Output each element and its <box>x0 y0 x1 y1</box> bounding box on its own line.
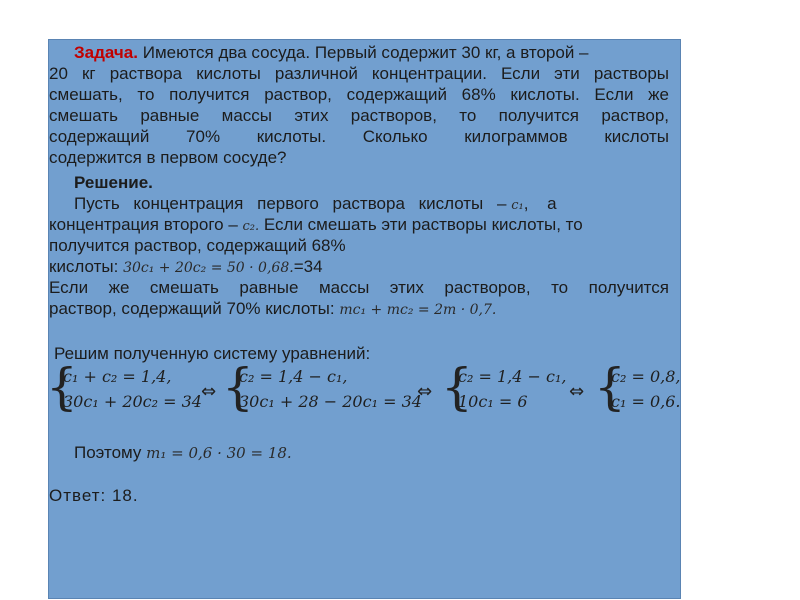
solution-line-1-tail: , а <box>523 194 557 213</box>
solution-line-1 <box>74 193 557 216</box>
solution-line-2-text: концентрация второго – <box>49 215 238 234</box>
solution-line-6 <box>49 298 496 321</box>
therefore-line <box>74 442 292 464</box>
solution-line-4-tail: =34 <box>293 257 323 276</box>
system-d-1: c₂ = 0,8, <box>611 367 681 386</box>
task-line-2: 20 кг раствора кислоты различной концентрации. Если эти растворы <box>49 64 669 83</box>
equiv-arrow-2: ⇔ <box>417 381 433 402</box>
system-c-2: 10c₁ = 6 <box>458 392 528 411</box>
solution-line-4 <box>49 256 323 279</box>
task-line-1 <box>74 42 589 63</box>
system-a-2: 30c₁ + 20c₂ = 34 <box>63 392 202 411</box>
task-line-4: смешать равные массы этих растворов, то получится раствор, <box>49 106 669 125</box>
solution-line-5: Если же смешать равные массы этих растворов, то получится <box>49 278 669 297</box>
system-d-2: c₁ = 0,6. <box>611 392 681 411</box>
system-c-1: c₂ = 1,4 − c₁, <box>458 367 567 386</box>
equation-mix-1: 30c₁ + 20c₂ = 50 · 0,68. <box>123 260 294 276</box>
solution-line-2-tail: Если смешать эти растворы кислоты, то <box>263 215 583 234</box>
solution-line-3: получится раствор, содержащий 68% <box>49 236 346 255</box>
brace-1: { <box>46 358 78 416</box>
brace-4: { <box>594 358 626 416</box>
solution-line-1-text: Пусть концентрация первого раствора кислоты – <box>74 194 507 213</box>
solution-line-4-text: кислоты: <box>49 257 119 276</box>
therefore-text: Поэтому <box>74 443 142 462</box>
solution-line-6-text: раствор, содержащий 70% кислоты: <box>49 299 335 318</box>
solution-heading: Решение. <box>74 173 153 192</box>
task-label: Задача. <box>74 43 138 62</box>
task-line-5: содержащий 70% кислоты. Сколько килограммов кислоты <box>49 127 669 146</box>
therefore-equation: m₁ = 0,6 · 30 = 18. <box>146 444 292 462</box>
system-b-2: 30c₁ + 28 − 20c₁ = 34 <box>239 392 422 411</box>
answer: Ответ: 18. <box>49 486 139 505</box>
task-line-1-text: Имеются два сосуда. Первый содержит 30 кг, а второй – <box>142 43 589 62</box>
brace-3: { <box>441 358 473 416</box>
system-b-1: c₂ = 1,4 − c₁, <box>239 367 348 386</box>
equation-mix-2: mc₁ + mc₂ = 2m · 0,7. <box>339 302 497 318</box>
task-line-3: смешать, то получится раствор, содержащий 68% кислоты. Если же <box>49 85 669 104</box>
slide-panel <box>48 39 681 599</box>
equiv-arrow-3: ⇔ <box>569 381 585 402</box>
system-heading: Решим полученную систему уравнений: <box>54 344 371 363</box>
var-c2: c₂. <box>242 219 260 234</box>
task-line-6: содержится в первом сосуде? <box>49 148 287 167</box>
system-a-1: c₁ + c₂ = 1,4, <box>63 367 172 386</box>
solution-line-2 <box>49 214 583 237</box>
equiv-arrow-1: ⇔ <box>201 381 217 402</box>
brace-2: { <box>222 358 254 416</box>
var-c1: c₁ <box>511 198 524 213</box>
